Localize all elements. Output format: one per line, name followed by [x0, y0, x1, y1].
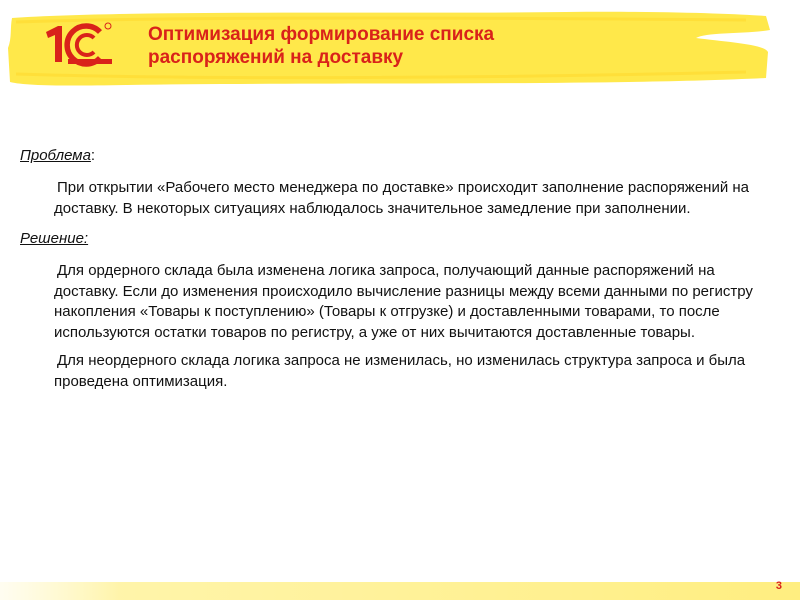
- problem-text: При открытии «Рабочего место менеджера по доставке» происходит заполнение распоряжений на доставку. В некоторых ситуациях наблюдалось значительное замедление при заполнении.: [54, 179, 750, 217]
- page-number: 3: [775, 580, 782, 592]
- slide-title-line-1: Оптимизация формирование списка: [148, 24, 495, 45]
- slide-title: [148, 23, 494, 69]
- problem-label-text: Проблема: [20, 147, 91, 164]
- problem-label-suffix: :: [90, 147, 96, 164]
- 1c-logo-icon: [38, 18, 118, 70]
- solution-label: Решение:: [20, 230, 89, 247]
- slide-content: [20, 146, 760, 392]
- slide-title-line-2: распоряжений на доставку: [148, 47, 404, 68]
- footer-highlight-band: [0, 578, 800, 600]
- solution-paragraph-1: Для ордерного склада была изменена логика запроса, получающий данные распоряжений на доставку. Если до изменения происходило вычисление разницы между всеми данными по регистру накопления «Товары к поступлению» (Товары к отгрузке) и доставленными товарами, то после используются остатки товаров по регистру, а уже от них вычитаются доставленные товары.: [54, 262, 753, 341]
- solution-paragraph-2: Для неордерного склада логика запроса не изменилась, но изменилась структура запроса и была проведена оптимизация.: [54, 352, 746, 390]
- problem-label: [20, 146, 760, 166]
